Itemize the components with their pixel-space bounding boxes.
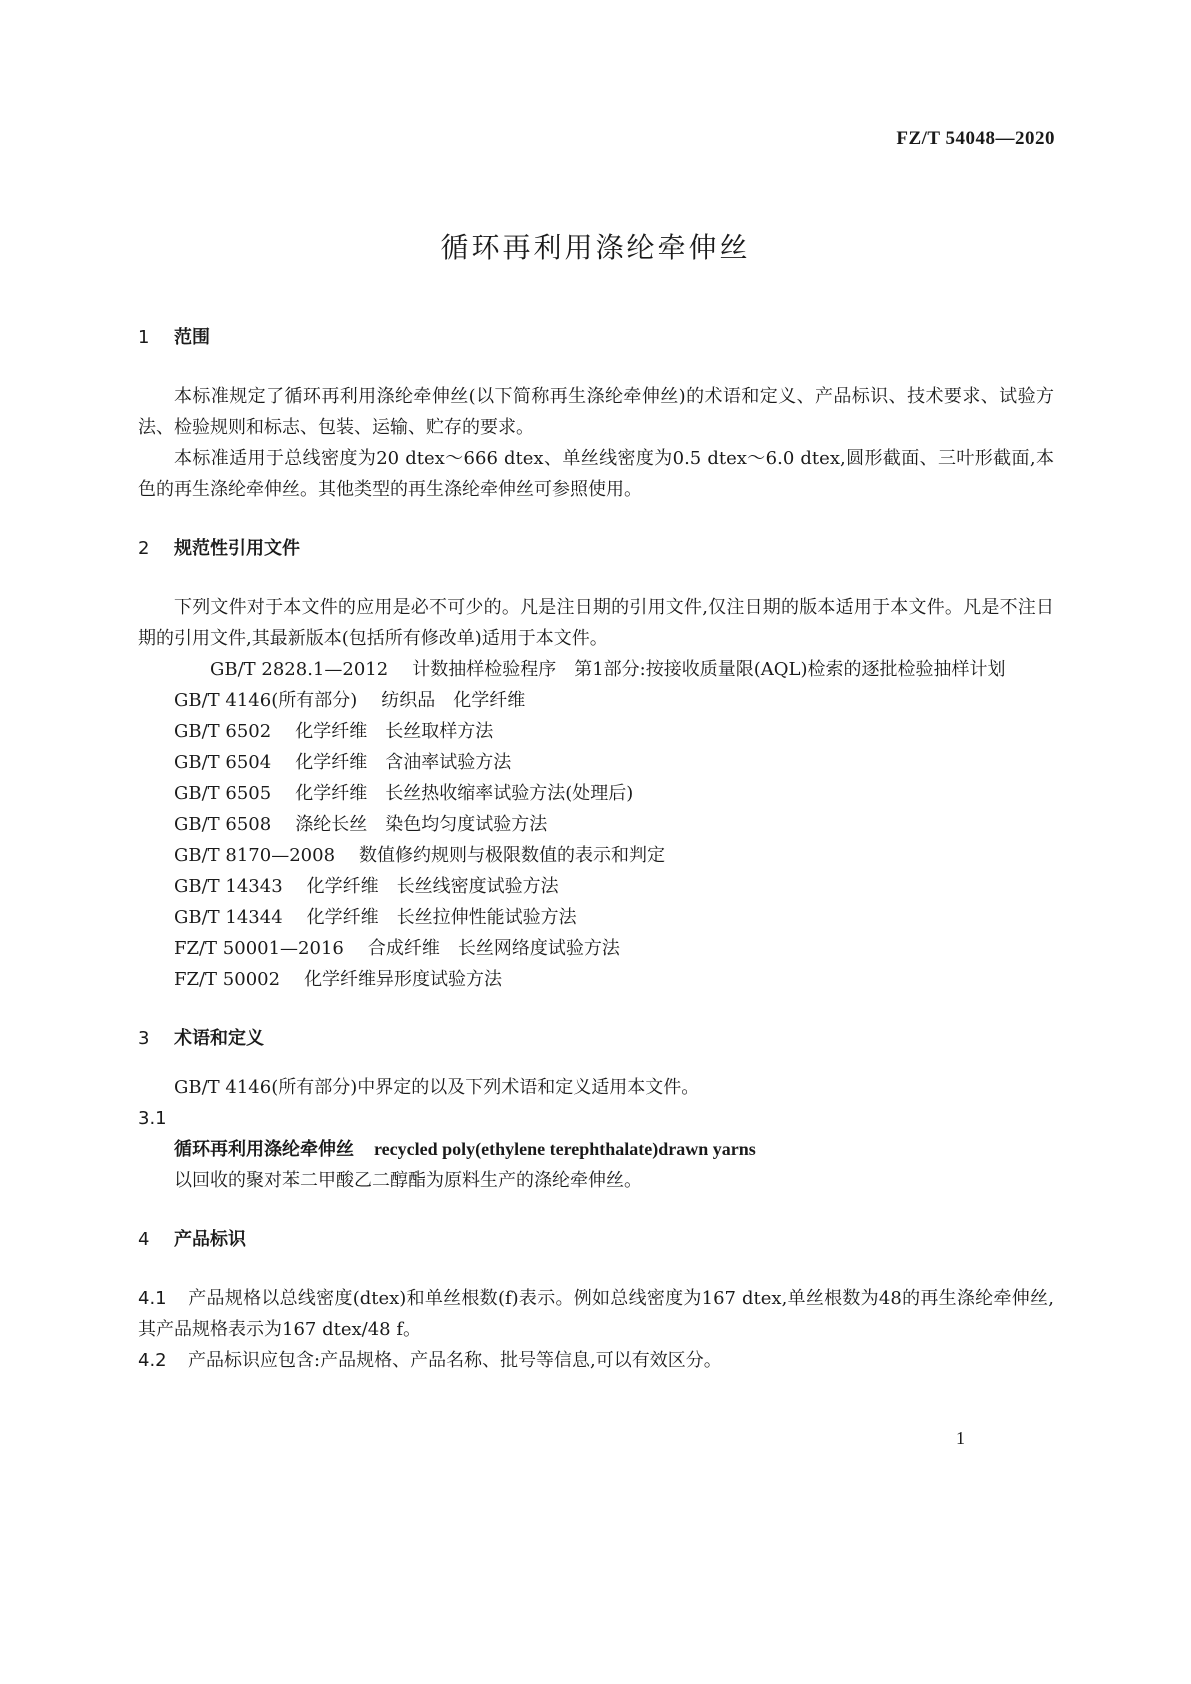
section-3-intro: GB/T 4146(所有部分)中界定的以及下列术语和定义适用本文件。 <box>174 1077 700 1098</box>
section-title: 范围 <box>174 327 210 348</box>
reference-item <box>138 654 1054 685</box>
reference-item <box>138 902 1054 933</box>
reference-title: 化学纤维 长丝取样方法 <box>295 721 494 742</box>
reference-item <box>138 964 1054 995</box>
section-1-paragraph: 本标准规定了循环再利用涤纶牵伸丝(以下简称再生涤纶牵伸丝)的术语和定义、产品标识、技术要求、试验方法、检验规则和标志、包装、运输、贮存的要求。 <box>138 386 1054 438</box>
page-number: 1 <box>956 1428 965 1448</box>
reference-code: GB/T 6504 <box>174 752 272 773</box>
section-1-paragraph: 本标准适用于总线密度为20 dtex～666 dtex、单丝线密度为0.5 dtex～6.0 dtex,圆形截面、三叶形截面,本色的再生涤纶牵伸丝。其他类型的再生涤纶牵伸丝可参照使用。 <box>138 448 1054 500</box>
reference-title: 化学纤维 长丝拉伸性能试验方法 <box>306 907 577 928</box>
reference-item <box>138 871 1054 902</box>
standard-code: FZ/T 54048—2020 <box>896 128 1055 149</box>
section-title: 术语和定义 <box>174 1028 264 1049</box>
term-definition: 以回收的聚对苯二甲酸乙二醇酯为原料生产的涤纶牵伸丝。 <box>174 1170 642 1191</box>
clause-number: 4.1 <box>138 1288 167 1309</box>
reference-code: FZ/T 50002 <box>174 969 281 990</box>
reference-item <box>138 716 1054 747</box>
reference-code: GB/T 14343 <box>174 876 283 897</box>
reference-title: 数值修约规则与极限数值的表示和判定 <box>359 845 666 866</box>
document-body <box>138 322 1054 1376</box>
term-english: recycled poly(ethylene terephthalate)drawn yarns <box>374 1139 756 1159</box>
clause-item <box>138 1345 1054 1376</box>
section-number: 3 <box>138 1028 150 1049</box>
reference-item <box>138 809 1054 840</box>
reference-item <box>138 685 1054 716</box>
clause-number: 4.2 <box>138 1350 167 1371</box>
reference-title: 合成纤维 长丝网络度试验方法 <box>367 938 620 959</box>
clause-text: 产品规格以总线密度(dtex)和单丝根数(f)表示。例如总线密度为167 dtex,单丝根数为48的再生涤纶牵伸丝,其产品规格表示为167 dtex/48 f。 <box>138 1288 1054 1340</box>
term-chinese: 循环再利用涤纶牵伸丝 <box>174 1139 354 1160</box>
section-number: 1 <box>138 327 150 348</box>
reference-title: 化学纤维异形度试验方法 <box>304 969 503 990</box>
clause-text: 产品标识应包含:产品规格、产品名称、批号等信息,可以有效区分。 <box>188 1350 722 1371</box>
reference-item <box>138 840 1054 871</box>
reference-title: 化学纤维 长丝线密度试验方法 <box>306 876 559 897</box>
section-4-heading <box>138 1224 1054 1255</box>
reference-code: GB/T 6505 <box>174 783 272 804</box>
reference-code: GB/T 14344 <box>174 907 283 928</box>
document-title: 循环再利用涤纶牵伸丝 <box>440 231 751 264</box>
reference-code: GB/T 4146(所有部分) <box>174 690 358 711</box>
reference-title: 纺织品 化学纤维 <box>381 690 526 711</box>
term-number: 3.1 <box>138 1108 167 1129</box>
section-number: 2 <box>138 538 150 559</box>
reference-code: GB/T 2828.1—2012 <box>210 659 389 680</box>
reference-code: FZ/T 50001—2016 <box>174 938 344 959</box>
section-title: 产品标识 <box>174 1229 246 1250</box>
section-2-intro: 下列文件对于本文件的应用是必不可少的。凡是注日期的引用文件,仅注日期的版本适用于本文件。凡是不注日期的引用文件,其最新版本(包括所有修改单)适用于本文件。 <box>138 597 1054 649</box>
section-2-heading <box>138 533 1054 564</box>
reference-title: 化学纤维 长丝热收缩率试验方法(处理后) <box>295 783 634 804</box>
section-number: 4 <box>138 1229 150 1250</box>
reference-item <box>138 778 1054 809</box>
term-heading <box>138 1134 1054 1165</box>
section-1-heading <box>138 322 1054 353</box>
reference-item <box>138 933 1054 964</box>
clause-item <box>138 1283 1054 1345</box>
reference-title: 计数抽样检验程序 第1部分:按接收质量限(AQL)检索的逐批检验抽样计划 <box>412 659 1006 680</box>
reference-title: 化学纤维 含油率试验方法 <box>295 752 512 773</box>
reference-item <box>138 747 1054 778</box>
reference-code: GB/T 8170—2008 <box>174 845 336 866</box>
section-title: 规范性引用文件 <box>174 538 300 559</box>
reference-code: GB/T 6502 <box>174 721 272 742</box>
reference-title: 涤纶长丝 染色均匀度试验方法 <box>295 814 548 835</box>
section-3-heading <box>138 1023 1054 1054</box>
reference-code: GB/T 6508 <box>174 814 272 835</box>
